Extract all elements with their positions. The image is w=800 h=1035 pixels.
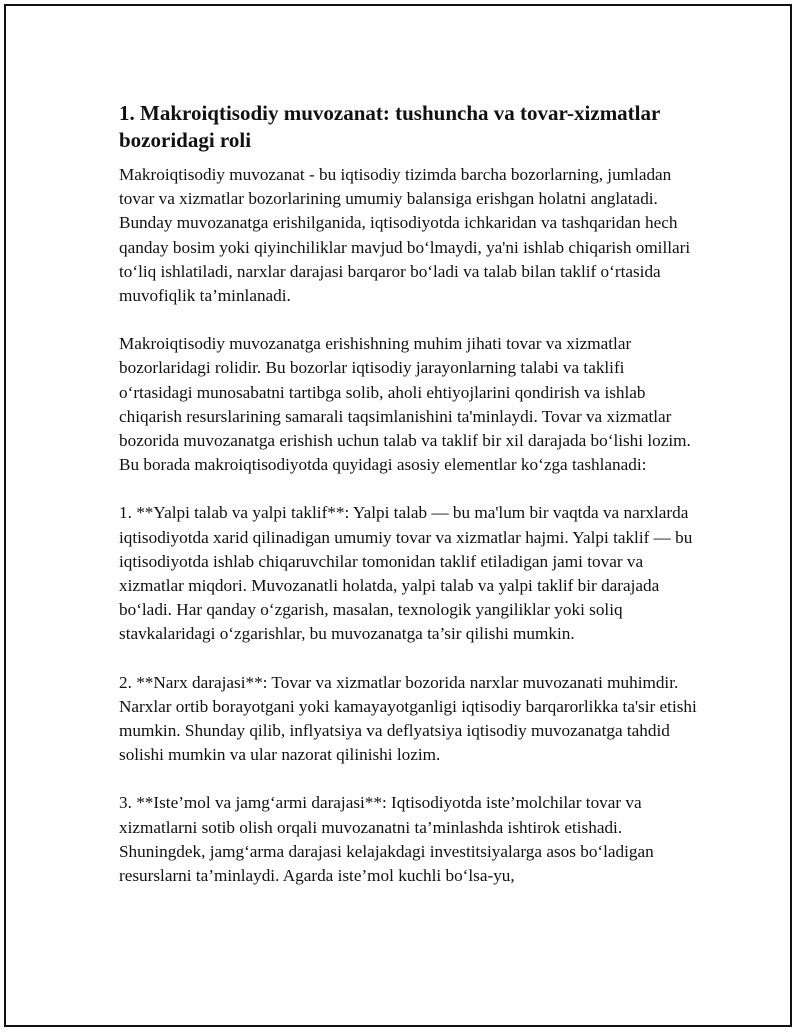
- paragraph-market-role: Makroiqtisodiy muvozanatga erishishning muhim jihati tovar va xizmatlar bozorlaridagi rolidir. Bu bozorlar iqtisodiy jarayonlarning talabi va taklifi o‘rtasidagi munosabatni tartibga solib, aholi ehtiyojlarini qondirish va ishlab chiqarish resurslarining samarali taqsimlanishini ta'minlaydi. Tovar va xizmatlar bozorida muvozanatga erishish uchun talab va taklif bir xil darajada bo‘lishi lozim. Bu borada makroiqtisodiyotda quyidagi asosiy elementlar ko‘zga tashlanadi:: [119, 334, 691, 475]
- section-heading: 1. Makroiqtisodiy muvozanat: tushuncha va tovar-xizmatlar bozoridagi roli: [119, 101, 660, 152]
- paragraph-consumption-savings: 3. **Iste’mol va jamg‘armi darajasi**: Iqtisodiyotda iste’molchilar tovar va xizmatlarni sotib olish orqali muvozanatni ta’minlashda ishtirok etishadi. Shuningdek, jamg‘arma darajasi kelajakdagi investitsiyalarga asos bo‘ladigan resurslarni ta’minlaydi. Agarda iste’mol kuchli bo‘lsa-yu,: [119, 793, 654, 886]
- document-page: [4, 4, 792, 1027]
- paragraph-price-level: 2. **Narx darajasi**: Tovar va xizmatlar bozorida narxlar muvozanati muhimdir. Narxlar ortib borayotgani yoki kamayayotganligi iqtisodiy barqarorlikka ta'sir etishi mumkin. Shunday qilib, inflyatsiya va deflyatsiya iqtisodiy muvozanatga tahdid solishi mumkin va ular nazorat qilinishi lozim.: [119, 672, 697, 765]
- paragraph-definition: Makroiqtisodiy muvozanat - bu iqtisodiy tizimda barcha bozorlarning, jumladan tovar va xizmatlar bozorlarining umumiy balansiga erishgan holatni anglatadi. Bunday muvozanatga erishilganida, iqtisodiyotda ichkaridan va tashqaridan hech qanday bosim yoki qiyinchiliklar mavjud bo‘lmaydi, ya'ni ishlab chiqarish omillari to‘liq ishlatiladi, narxlar darajasi barqaror bo‘ladi va talab bilan taklif o‘rtasida muvofiqlik ta’minlanadi.: [119, 165, 691, 306]
- document-body: [119, 100, 699, 912]
- paragraph-aggregate-demand-supply: 1. **Yalpi talab va yalpi taklif**: Yalpi talab — bu ma'lum bir vaqtda va narxlarda iqtisodiyotda xarid qilinadigan umumiy tovar va xizmatlar hajmi. Yalpi taklif — bu iqtisodiyotda ishlab chiqaruvchilar tomonidan taklif etiladigan jami tovar va xizmatlar miqdori. Muvozanatli holatda, yalpi talab va yalpi taklif bir darajada bo‘ladi. Har qanday o‘zgarish, masalan, texnologik yangiliklar yoki soliq stavkalaridagi o‘zgarishlar, bu muvozanatga ta’sir qilishi mumkin.: [119, 503, 693, 644]
